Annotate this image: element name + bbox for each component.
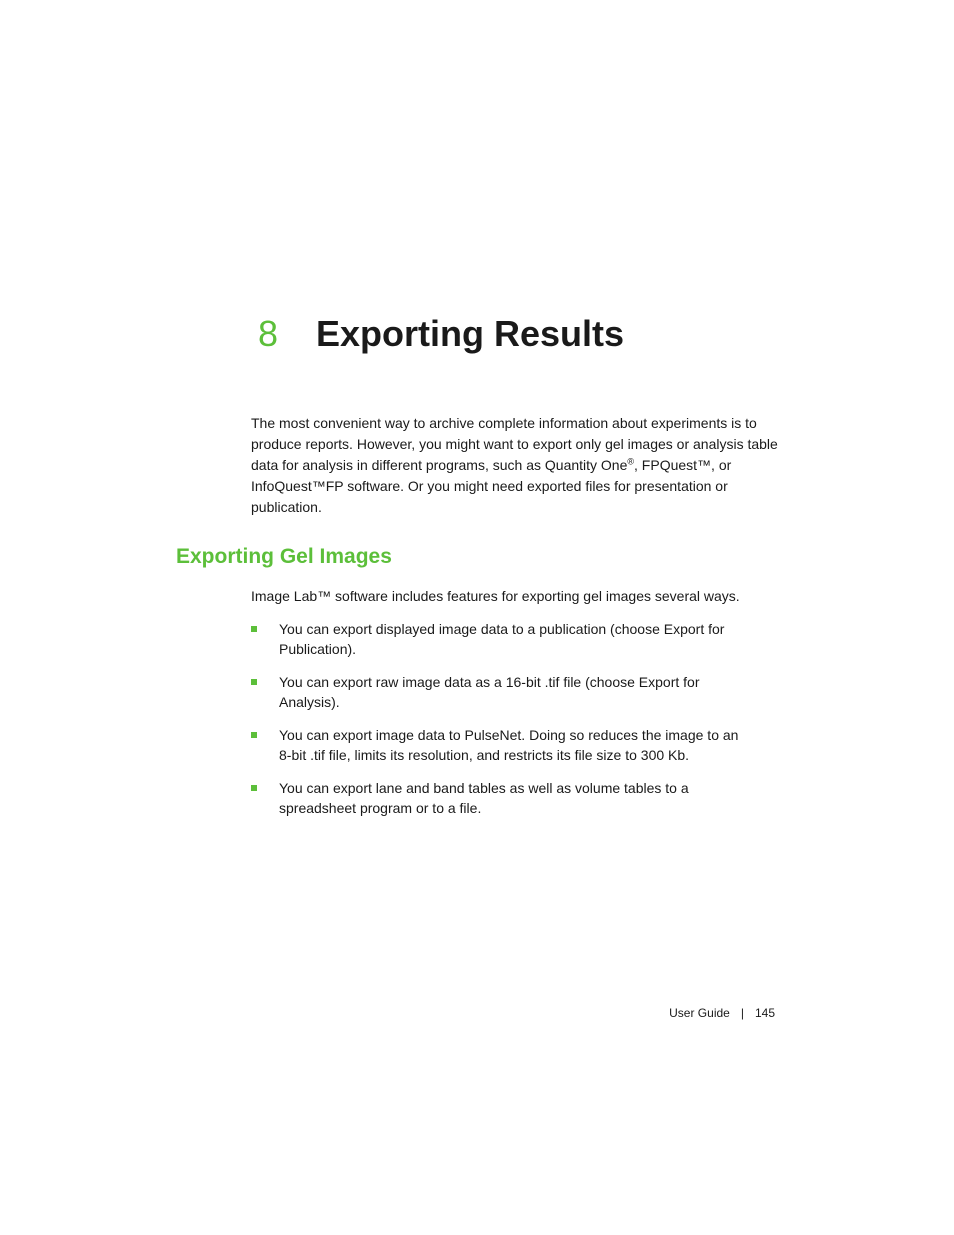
square-bullet-icon xyxy=(251,679,257,685)
square-bullet-icon xyxy=(251,785,257,791)
list-item xyxy=(251,619,749,659)
list-item xyxy=(251,778,749,818)
bullet-text: You can export displayed image data to a publication (choose Export for Publication). xyxy=(279,621,725,657)
list-item xyxy=(251,725,749,765)
section-title: Exporting Gel Images xyxy=(176,545,392,568)
square-bullet-icon xyxy=(251,626,257,632)
intro-paragraph xyxy=(251,413,781,518)
footer-label: User Guide xyxy=(669,1006,730,1020)
intro-text-start: The most convenient way to archive complete information about experiments is to produce reports. However, you might want to export only gel images or analysis table data for analysis in different programs, such as Quantity One xyxy=(251,415,778,473)
bullet-text: You can export image data to PulseNet. Doing so reduces the image to an 8-bit .tif file, limits its resolution, and restricts its file size to 300 Kb. xyxy=(279,727,739,763)
list-item xyxy=(251,672,749,712)
square-bullet-icon xyxy=(251,732,257,738)
page-footer xyxy=(669,1004,775,1022)
bullet-text: You can export raw image data as a 16-bit .tif file (choose Export for Analysis). xyxy=(279,674,700,710)
registered-mark: ® xyxy=(627,456,635,467)
page-number: 145 xyxy=(754,1006,775,1020)
section-intro: Image Lab™ software includes features for exporting gel images several ways. xyxy=(251,588,740,604)
chapter-number: 8 xyxy=(258,313,279,354)
intro-text-end: , FPQuest™, or InfoQuest™FP software. Or you might need exported files for presentation or publication. xyxy=(251,457,732,515)
bullet-text: You can export lane and band tables as well as volume tables to a spreadsheet program or to a file. xyxy=(279,780,689,816)
chapter-title: Exporting Results xyxy=(316,313,625,354)
bullet-list xyxy=(251,619,761,831)
footer-separator: | xyxy=(740,1006,744,1020)
